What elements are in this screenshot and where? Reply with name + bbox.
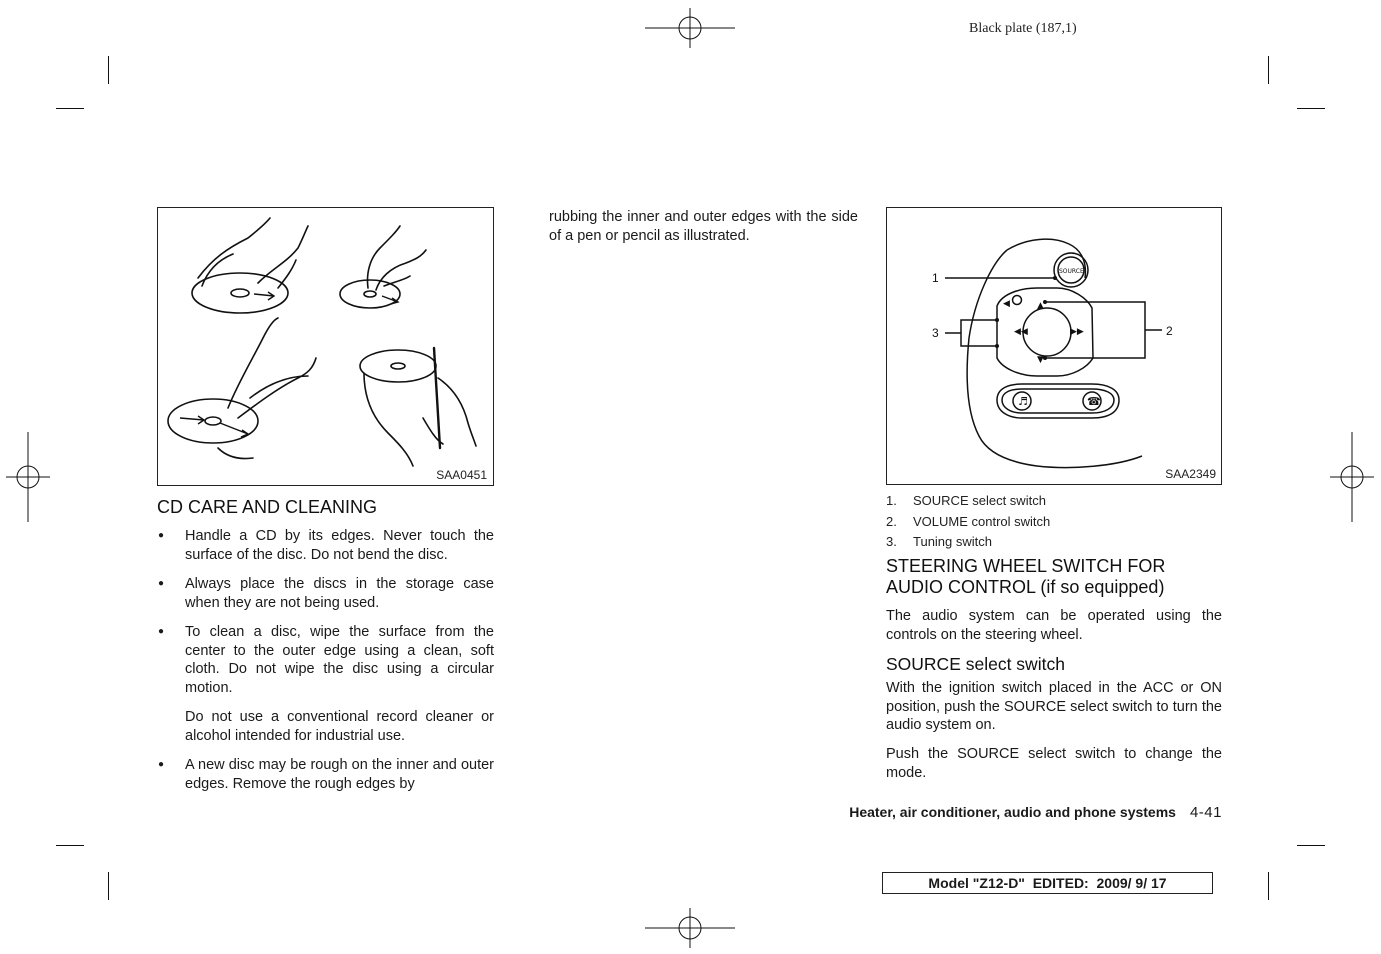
callout-3: 3: [932, 326, 939, 340]
model-code: "Z12-D": [972, 875, 1025, 891]
legend-text: Tuning switch: [913, 534, 992, 549]
switch-legend: [886, 491, 1050, 553]
heading-qualifier: (if so equipped): [1040, 577, 1165, 597]
list-item: [157, 756, 494, 793]
section-title: Heater, air conditioner, audio and phone systems: [849, 804, 1176, 820]
steering-switch-illustration: [886, 207, 1222, 485]
model-edit-box: [882, 872, 1213, 894]
callout-1: 1: [932, 271, 939, 285]
registration-mark-right: [1330, 432, 1374, 522]
svg-text:◀: ◀: [1003, 299, 1010, 309]
figure-code: SAA0451: [436, 468, 487, 482]
heading-line: STEERING WHEEL SWITCH FOR: [886, 556, 1166, 576]
model-prefix: Model: [928, 875, 973, 891]
legend-text: VOLUME control switch: [913, 513, 1051, 529]
legend-number: 1.: [886, 493, 897, 508]
list-item: [886, 532, 1050, 553]
list-item: [886, 491, 1050, 512]
page-footer: [760, 804, 1222, 822]
steering-intro: The audio system can be operated using the controls on the steering wheel.: [886, 608, 1222, 643]
crop-mark: [1268, 56, 1269, 84]
list-item: [157, 623, 494, 745]
legend-number: 2.: [886, 513, 897, 529]
crop-mark: [56, 108, 84, 109]
bullet-text: To clean a disc, wipe the surface from the center to the outer edge using a clean, soft cloth. Do not wipe the disc using a circular motion.: [185, 624, 494, 696]
crop-mark: [1297, 108, 1325, 109]
legend-number: 3.: [886, 534, 897, 549]
source-button-label: SOURCE: [1059, 268, 1084, 275]
svg-text:▶▶: ▶▶: [1070, 327, 1084, 337]
cd-handling-drawing: [158, 208, 493, 485]
edited-date: 2009/ 9/ 17: [1096, 875, 1167, 891]
crop-mark: [108, 872, 109, 900]
list-item: [157, 575, 494, 612]
bullet-note: Do not use a conventional record cleaner or alcohol intended for industrial use.: [185, 709, 494, 744]
legend-text: SOURCE select switch: [913, 493, 1046, 508]
svg-text:▼: ▼: [1037, 355, 1044, 365]
cd-care-heading: CD CARE AND CLEANING: [157, 497, 378, 517]
list-item: [886, 512, 1050, 533]
source-switch-paragraph: With the ignition switch placed in the ACC or ON position, push the SOURCE select switch to turn the audio system on.: [886, 680, 1222, 733]
svg-text:♬: ♬: [1018, 395, 1028, 408]
list-item: [157, 527, 494, 564]
svg-text:☎: ☎: [1087, 395, 1101, 408]
crop-mark: [56, 845, 84, 846]
crop-mark: [1297, 845, 1325, 846]
svg-text:◀◀: ◀◀: [1014, 327, 1028, 337]
svg-text:▲: ▲: [1037, 301, 1044, 311]
plate-label: Black plate (187,1): [969, 21, 1077, 36]
bullet-text: Handle a CD by its edges. Never touch the surface of the disc. Do not bend the disc.: [185, 528, 494, 563]
cd-care-illustration: [157, 207, 494, 486]
bullet-text: A new disc may be rough on the inner and outer edges. Remove the rough edges by: [185, 757, 494, 792]
page-number: 4-41: [1189, 804, 1222, 821]
bullet-text: Always place the discs in the storage case when they are not being used.: [185, 576, 494, 611]
figure-code: SAA2349: [1165, 467, 1216, 481]
crop-mark: [108, 56, 109, 84]
crop-mark: [1268, 872, 1269, 900]
source-switch-paragraph: Push the SOURCE select switch to change the mode.: [886, 746, 1222, 781]
registration-mark-bottom: [645, 908, 735, 948]
source-switch-heading: SOURCE select switch: [886, 654, 1065, 674]
heading-line: AUDIO CONTROL: [886, 577, 1041, 597]
registration-mark-top: [645, 8, 735, 48]
registration-mark-left: [6, 432, 50, 522]
cd-care-continuation: rubbing the inner and outer edges with the side of a pen or pencil as illustrated.: [549, 209, 858, 244]
steering-switch-drawing: [887, 208, 1221, 484]
cd-care-bullet-list: [157, 527, 494, 793]
callout-2: 2: [1166, 324, 1173, 338]
edited-label: EDITED:: [1024, 875, 1097, 891]
steering-switch-heading: [886, 556, 1226, 598]
